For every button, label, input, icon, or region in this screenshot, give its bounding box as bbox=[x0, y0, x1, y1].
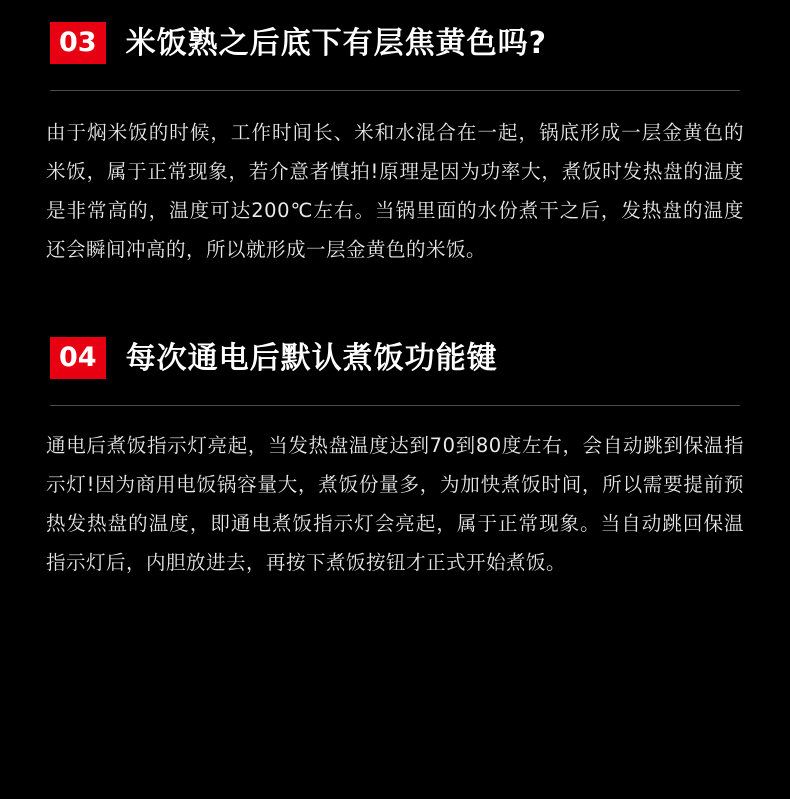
faq-question-title-04: 每次通电后默认煮饭功能键 bbox=[125, 340, 498, 376]
faq-answer-text-04: 通电后煮饭指示灯亮起，当发热盘温度达到70到80度左右，会自动跳到保温指示灯!因为商用电饭锅容量大，煮饭份量多，为加快煮饭时间，所以需要提前预热发热盘的温度，即通电煮饭指示灯会亮起，属于正常现象。当自动跳回保温指示灯后，内胆放进去，再按下煮饭按钮才正式开始煮饭。 bbox=[46, 434, 744, 574]
faq-number-badge-03: 03 bbox=[50, 22, 106, 64]
section-spacer bbox=[36, 269, 754, 315]
faq-number-badge-04: 04 bbox=[50, 337, 106, 379]
faq-item-04 bbox=[36, 315, 754, 582]
faq-answer-text-03: 由于焖米饭的时候，工作时间长、米和水混合在一起，锅底形成一层金黄色的米饭，属于正常现象，若介意者慎拍!原理是因为功率大，煮饭时发热盘的温度是非常高的，温度可达200℃左右。当锅里面的水份煮干之后，发热盘的温度还会瞬间冲高的，所以就形成一层金黄色的米饭。 bbox=[46, 121, 744, 261]
faq-item-03 bbox=[36, 0, 754, 269]
faq-header-04 bbox=[36, 337, 754, 379]
faq-question-title-03: 米饭熟之后底下有层焦黄色吗? bbox=[125, 25, 547, 61]
faq-header-03 bbox=[36, 22, 754, 64]
